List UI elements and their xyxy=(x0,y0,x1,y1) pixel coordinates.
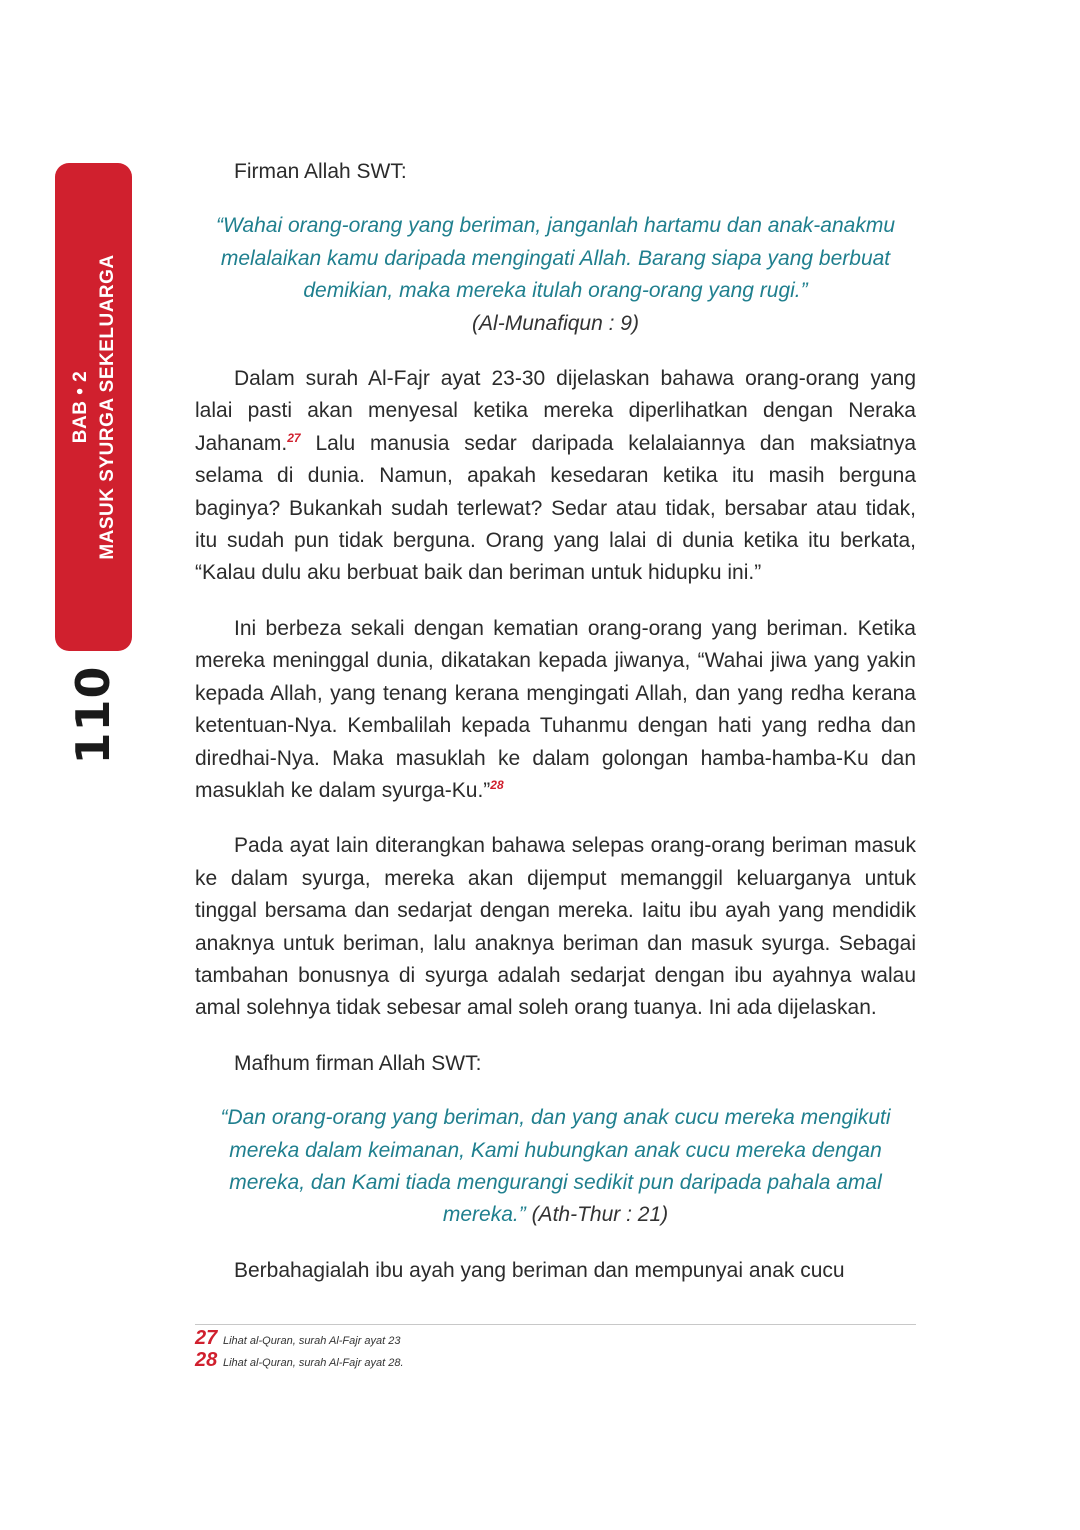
quote-text-2: “Dan orang-orang yang beriman, dan yang anak cucu mereka mengikuti mereka dalam keimanan, Kami hubungkan anak cucu mereka dengan mereka, dan Kami tiada mengurangi sedikit pun daripada pahala amal mereka.” xyxy=(220,1106,891,1227)
paragraph-1-part-a: Dalam surah Al-Fajr ayat 23-30 dijelaskan bahawa orang-orang yang lalai pasti akan menyesal ketika mereka diperlihatkan dengan Neraka Jahanam. xyxy=(195,367,916,455)
paragraph-2-text: Ini berbeza sekali dengan kematian orang-orang yang beriman. Ketika mereka meninggal dunia, dikatakan kepada jiwanya, “Wahai jiwa yang yakin kepada Allah, yang tenang kerana mengingati Allah, dan yang redha kerana ketentuan-Nya. Kembalilah kepada Tuhanmu dengan hati yang redha dan diredhai-Nya. Maka masuklah ke dalam golongan hamba-hamba-Ku dan masuklah ke dalam syurga-Ku.” xyxy=(195,616,916,802)
chapter-number: BAB • 2 xyxy=(69,370,91,444)
quote-block-2 xyxy=(195,1102,916,1232)
footnote-text: Lihat al-Quran, surah Al-Fajr ayat 28. xyxy=(223,1357,404,1369)
chapter-label xyxy=(67,254,121,559)
footnote-item xyxy=(195,1327,404,1349)
paragraph-1 xyxy=(195,363,916,590)
footnote-ref-28[interactable]: 28 xyxy=(490,777,504,792)
footnote-ref-27[interactable]: 27 xyxy=(287,430,301,445)
footnote-text: Lihat al-Quran, surah Al-Fajr ayat 23 xyxy=(223,1335,401,1347)
footnote-item xyxy=(195,1349,404,1371)
paragraph-2 xyxy=(195,613,916,807)
quote-reference-1: (Al-Munafiqun : 9) xyxy=(472,311,639,335)
quote-text-1: “Wahai orang-orang yang beriman, janganlah hartamu dan anak-anakmu melalaikan kamu daripada mengingati Allah. Barang siapa yang berbuat demikian, maka mereka itulah orang-orang yang rugi.” xyxy=(215,214,896,303)
footnote-divider xyxy=(195,1324,916,1325)
page-number: 110 xyxy=(66,665,120,765)
quote-intro-2: Mafhum firman Allah SWT: xyxy=(234,1051,482,1075)
paragraph-3: Pada ayat lain diterangkan bahawa selepas orang-orang beriman masuk ke dalam syurga, mereka akan dijemput memanggil keluarganya untuk tinggal bersama dan sedarjat dengan mereka. Iaitu ibu ayah yang mendidik anaknya untuk beriman, lalu anaknya beriman dan masuk syurga. Sebagai tambahan bonusnya di syurga adalah sedarjat dengan ibu ayahnya walau amal solehnya tidak sebesar amal soleh orang tuanya. Ini ada dijelaskan. xyxy=(195,834,916,1020)
footnote-number: 28 xyxy=(195,1349,218,1371)
paragraph-4: Berbahagialah ibu ayah yang beriman dan mempunyai anak cucu xyxy=(234,1258,845,1282)
quote-reference-2: (Ath-Thur : 21) xyxy=(525,1203,669,1227)
footnotes xyxy=(195,1327,404,1371)
paragraph-1-part-b: Lalu manusia sedar daripada kelalaiannya dan maksiatnya selama di dunia. Namun, apakah kesedaran ketika itu masih berguna baginya? Bukankah sudah terlewat? Sedar atau tidak, bersabar atau tidak, itu sudah pun tidak berguna. Orang yang lalai di dunia ketika itu berkata, “Kalau dulu aku berbuat baik dan beriman untuk hidupku ini.” xyxy=(195,431,916,585)
chapter-side-tab xyxy=(55,163,132,651)
main-text xyxy=(195,156,916,1287)
quote-block-1 xyxy=(195,210,916,340)
chapter-title: MASUK SYURGA SEKELUARGA xyxy=(96,254,118,560)
footnote-number: 27 xyxy=(195,1327,218,1349)
quote-intro-1: Firman Allah SWT: xyxy=(234,160,407,183)
